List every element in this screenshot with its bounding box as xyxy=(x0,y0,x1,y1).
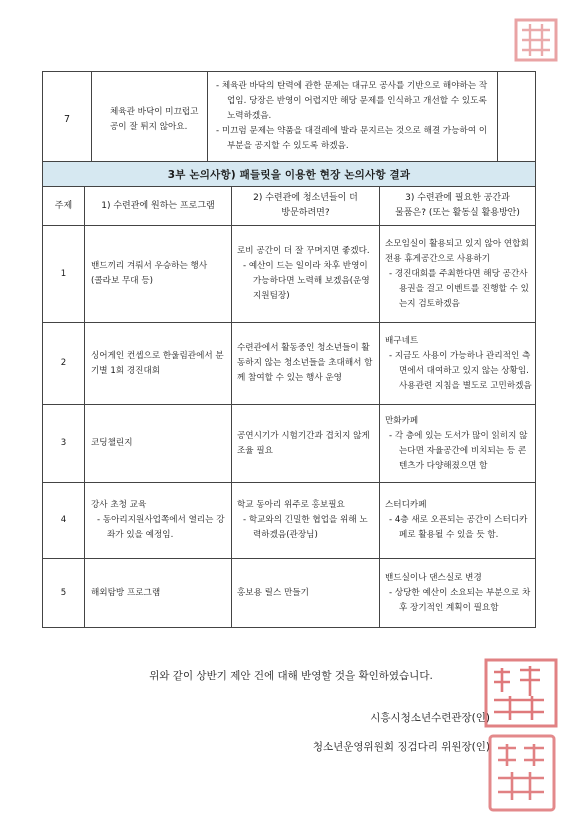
official-seal-stamps xyxy=(480,656,562,816)
program-line: 싱어게인 컨셉으로 한울림관에서 분기별 1회 경진대회 xyxy=(91,350,224,376)
visit-main: 공연시기가 시험기간과 겹치지 않게 조율 필요 xyxy=(237,430,370,456)
table-row xyxy=(43,405,536,483)
row-number: 3 xyxy=(43,405,85,483)
seal-stamp-top xyxy=(510,14,562,64)
space-cell xyxy=(380,405,536,483)
program-line: 강사 초청 교육 xyxy=(91,500,147,510)
confirmation-text: 위와 같이 상반기 제안 건에 대해 반영할 것을 확인하였습니다. xyxy=(149,670,433,682)
visit-main: 홍보용 릴스 만들기 xyxy=(237,587,309,598)
visit-main: 수련관에서 활동중인 청소년들이 활동하지 않는 청소년들을 초대해서 함께 참여할 수 있는 행사 운영 xyxy=(237,343,373,383)
agenda-response xyxy=(208,72,498,168)
program-line: 밴드끼리 겨뤄서 우승하는 행사 xyxy=(91,261,208,271)
signature-director: 시흥시청소년수련관장(인) xyxy=(370,712,490,724)
row-number: 5 xyxy=(43,559,85,628)
table-row xyxy=(43,323,536,405)
space-reply: - 상당한 예산이 소요되는 부분으로 차후 장기적인 계획이 필요함 xyxy=(389,587,531,613)
space-main: 배구네트 xyxy=(385,335,419,346)
program-line: - 동아리지원사업쪽에서 열리는 강좌가 있을 예정임. xyxy=(97,515,225,540)
space-reply: - 경진대회를 주최한다면 해당 공간사용권을 걸고 이벤트를 진행할 수 있는지 검토하겠음 xyxy=(389,268,529,309)
space-main: 만화카페 xyxy=(385,415,419,426)
table-row xyxy=(43,483,536,559)
visit-cell xyxy=(232,483,380,559)
program-cell xyxy=(85,323,232,405)
space-main: 소모임실이 활용되고 있지 않아 연합회 전용 휴게공간으로 사용하기 xyxy=(385,238,529,264)
space-main: 스터디카페 xyxy=(385,500,427,510)
header-program: 1) 수련관에 원하는 프로그램 xyxy=(85,187,232,226)
visit-main: 로비 공간이 더 잘 꾸며지면 좋겠다. xyxy=(237,246,370,256)
space-cell xyxy=(380,559,536,628)
signature-committee: 청소년운영위원회 징검다리 위원장(인) xyxy=(312,741,490,753)
discussion-results-table xyxy=(42,161,536,628)
header-visit xyxy=(232,187,380,226)
program-line: (콜라보 무대 등) xyxy=(91,276,153,286)
program-cell xyxy=(85,405,232,483)
space-reply: - 지금도 사용이 가능하나 관리적인 측면에서 대여하고 있지 않는 상황임. 사용관련 지침을 별도로 고민하겠음 xyxy=(389,350,532,391)
visit-cell xyxy=(232,226,380,323)
space-cell xyxy=(380,323,536,405)
visit-cell xyxy=(232,323,380,405)
visit-cell xyxy=(232,559,380,628)
header-line: 방문하려면? xyxy=(281,208,330,218)
row-number: 2 xyxy=(43,323,85,405)
visit-reply: - 예산이 드는 일이라 차후 반영이 가능하다면 노력해 보겠음(운영지원팀장) xyxy=(243,261,370,301)
program-line: 해외탐방 프로그램 xyxy=(91,587,161,598)
header-topic: 주제 xyxy=(43,187,85,226)
empty-cell xyxy=(498,72,536,168)
row-number: 4 xyxy=(43,483,85,559)
table-row xyxy=(43,559,536,628)
space-cell xyxy=(380,226,536,323)
response-line: - 체육관 바닥의 탄력에 관한 문제는 대규모 공사를 기반으로 해야하는 작업임. 당장은 반영이 어렵지만 해당 문제를 인식하고 개선할 수 있도록 노력하겠음. xyxy=(216,81,488,121)
section-title: 3부 논의사항) 패들릿을 이용한 현장 논의사항 결과 xyxy=(43,162,536,187)
space-reply: - 4층 새로 오픈되는 공간이 스터디카페로 활용될 수 있을 듯 함. xyxy=(389,515,528,540)
visit-reply: - 학교와의 긴밀한 협업을 위해 노력하겠음(관장님) xyxy=(243,515,368,540)
space-main: 밴드실이나 댄스실로 변경 xyxy=(385,572,482,583)
header-line: 2) 수련관에 청소년들이 더 xyxy=(253,193,358,203)
agenda-topic: 체육관 바닥이 미끄럽고 공이 잘 튀지 않아요. xyxy=(92,72,208,168)
program-cell xyxy=(85,483,232,559)
space-cell xyxy=(380,483,536,559)
space-reply: - 각 층에 있는 도서가 많이 읽히지 않는다면 자율공간에 비치되는 등 콘텐츠가 다양해졌으면 함 xyxy=(389,430,528,471)
previous-agenda-table xyxy=(42,71,536,168)
row-number: 7 xyxy=(43,72,92,168)
program-cell xyxy=(85,559,232,628)
header-space xyxy=(380,187,536,226)
header-line: 물품은? (또는 활동실 활용방안) xyxy=(395,208,520,218)
program-line: 코딩챌린지 xyxy=(91,438,133,448)
row-number: 1 xyxy=(43,226,85,323)
response-line: - 미끄럼 문제는 약품을 대걸레에 발라 문지르는 것으로 해결 가능하여 이 부분을 공지할 수 있도록 하겠음. xyxy=(216,126,488,151)
table-row xyxy=(43,226,536,323)
visit-main: 학교 동아리 위주로 홍보필요 xyxy=(237,500,345,510)
visit-cell xyxy=(232,405,380,483)
program-cell xyxy=(85,226,232,323)
header-line: 3) 수련관에 필요한 공간과 xyxy=(405,193,510,203)
